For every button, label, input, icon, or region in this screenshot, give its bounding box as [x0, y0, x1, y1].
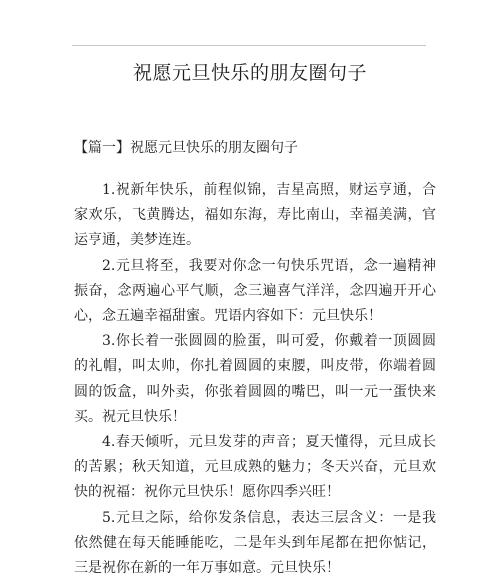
header-divider	[72, 45, 426, 46]
document-title: 祝愿元旦快乐的朋友圈句子	[132, 62, 367, 84]
paragraph-3: 3.你长着一张圆圆的脸蛋，叫可爱，你戴着一顶圆圆的礼帽，叫太帅，你扎着圆圆的束腰，叫皮带，你端着圆圆的饭盒，叫外卖，你张着圆圆的嘴巴，叫一元一蛋快来买。祝元旦快乐！	[74, 333, 436, 425]
paragraph-4: 4.春天倾听，元旦发芽的声音；夏天懂得，元旦成长的苦累；秋天知道，元旦成熟的魅力；冬天兴奋，元旦欢快的祝福：祝你元旦快乐！愿你四季兴旺！	[74, 434, 436, 501]
paragraph-5: 5.元旦之际，给你发条信息，表达三层含义：一是我依然健在每天能睡能吃，二是年头到年尾都在把你惦记，三是祝你在新的一年万事如意。元旦快乐！	[74, 509, 436, 577]
document-body	[74, 178, 436, 581]
section-heading: 【篇一】祝愿元旦快乐的朋友圈句子	[74, 140, 298, 156]
paragraph-1: 1.祝新年快乐，前程似锦，吉星高照，财运亨通，合家欢乐，飞黄腾达，福如东海，寿比南山，幸福美满，官运亨通，美梦连连。	[74, 182, 436, 249]
paragraph-2: 2.元旦将至，我要对你念一句快乐咒语，念一遍精神振奋，念两遍心平气顺，念三遍喜气洋洋，念四遍开开心心，念五遍幸福甜蜜。咒语内容如下：元旦快乐！	[74, 257, 436, 325]
